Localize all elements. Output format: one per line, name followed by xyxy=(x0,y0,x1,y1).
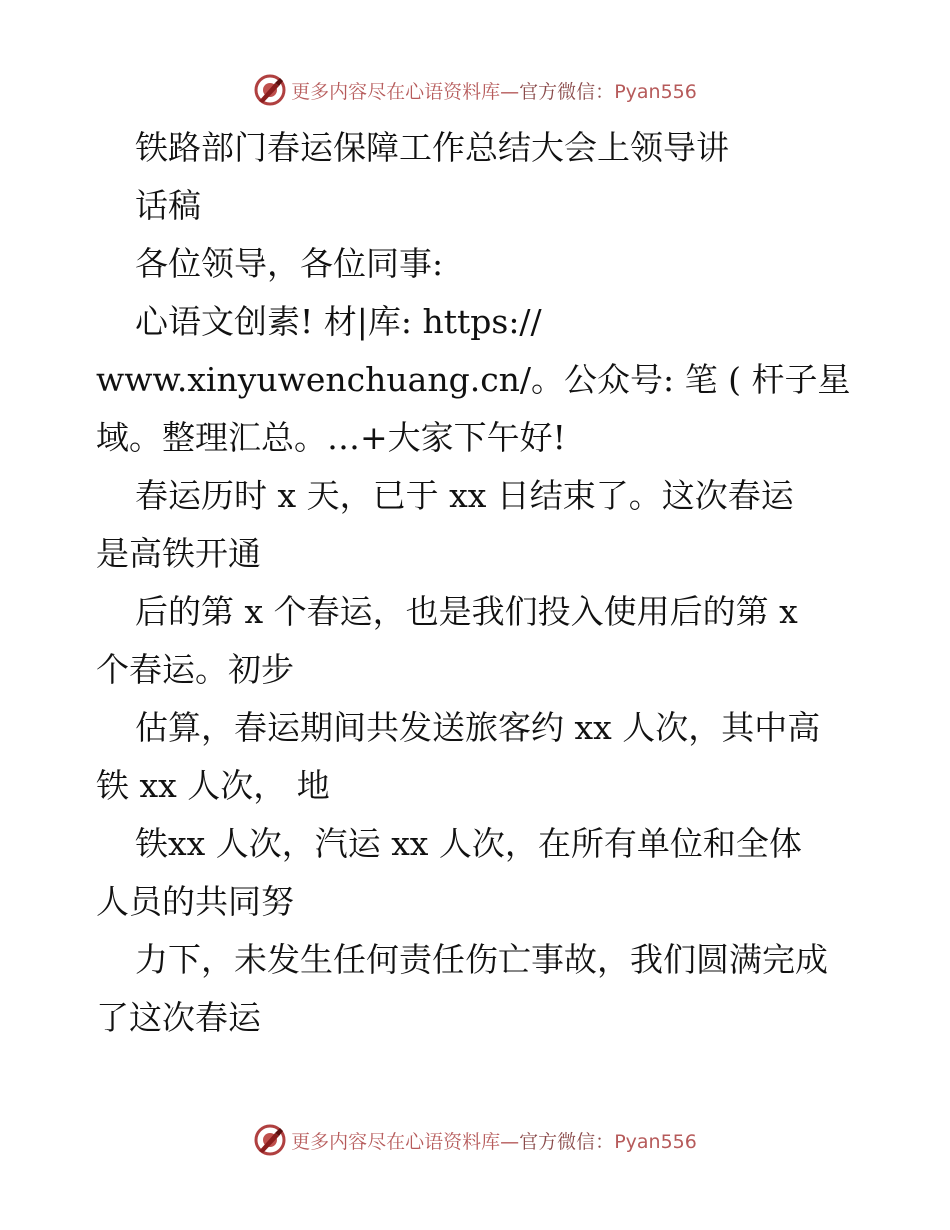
body-line: www.xinyuwenchuang.cn/。公众号: 笔 ( 杆子星 xyxy=(96,360,851,399)
body-line: 个春运。初步 xyxy=(96,650,294,689)
pen-logo-icon xyxy=(253,1123,287,1157)
body-line: 铁 xx 人次， 地 xyxy=(96,766,330,805)
watermark-wechat-label: 官方微信： xyxy=(519,1130,615,1153)
watermark-wechat-id: Pyan556 xyxy=(614,1130,697,1153)
watermark-dash: — xyxy=(500,1130,520,1153)
body-line: 铁xx 人次，汽运 xx 人次，在所有单位和全体 xyxy=(135,824,802,863)
watermark-dash: — xyxy=(500,80,520,103)
body-line: 心语文创素! 材|库: https:// xyxy=(135,302,542,341)
title-line-2: 话稿 xyxy=(135,186,201,225)
body-line: 后的第 x 个春运，也是我们投入使用后的第 x xyxy=(135,592,798,631)
body-line: 域。整理汇总。…+大家下午好! xyxy=(96,418,566,457)
body-line: 人员的共同努 xyxy=(96,882,294,921)
body-line: 了这次春运 xyxy=(96,998,261,1037)
header-watermark xyxy=(0,70,950,110)
watermark-text: 更多内容尽在心语资料库 xyxy=(291,1130,501,1153)
salutation: 各位领导，各位同事: xyxy=(135,244,444,283)
body-line: 估算，春运期间共发送旅客约 xx 人次，其中高 xyxy=(135,708,821,747)
footer-watermark xyxy=(0,1120,950,1160)
watermark-wechat-label: 官方微信： xyxy=(519,80,615,103)
body-line: 是高铁开通 xyxy=(96,534,261,573)
document-body xyxy=(96,119,896,1047)
title-line-1: 铁路部门春运保障工作总结大会上领导讲 xyxy=(135,128,729,167)
pen-logo-icon xyxy=(253,73,287,107)
body-line: 春运历时 x 天，已于 xx 日结束了。这次春运 xyxy=(135,476,794,515)
watermark-text: 更多内容尽在心语资料库 xyxy=(291,80,501,103)
watermark-wechat-id: Pyan556 xyxy=(614,80,697,103)
body-line: 力下，未发生任何责任伤亡事故，我们圆满完成 xyxy=(135,940,828,979)
